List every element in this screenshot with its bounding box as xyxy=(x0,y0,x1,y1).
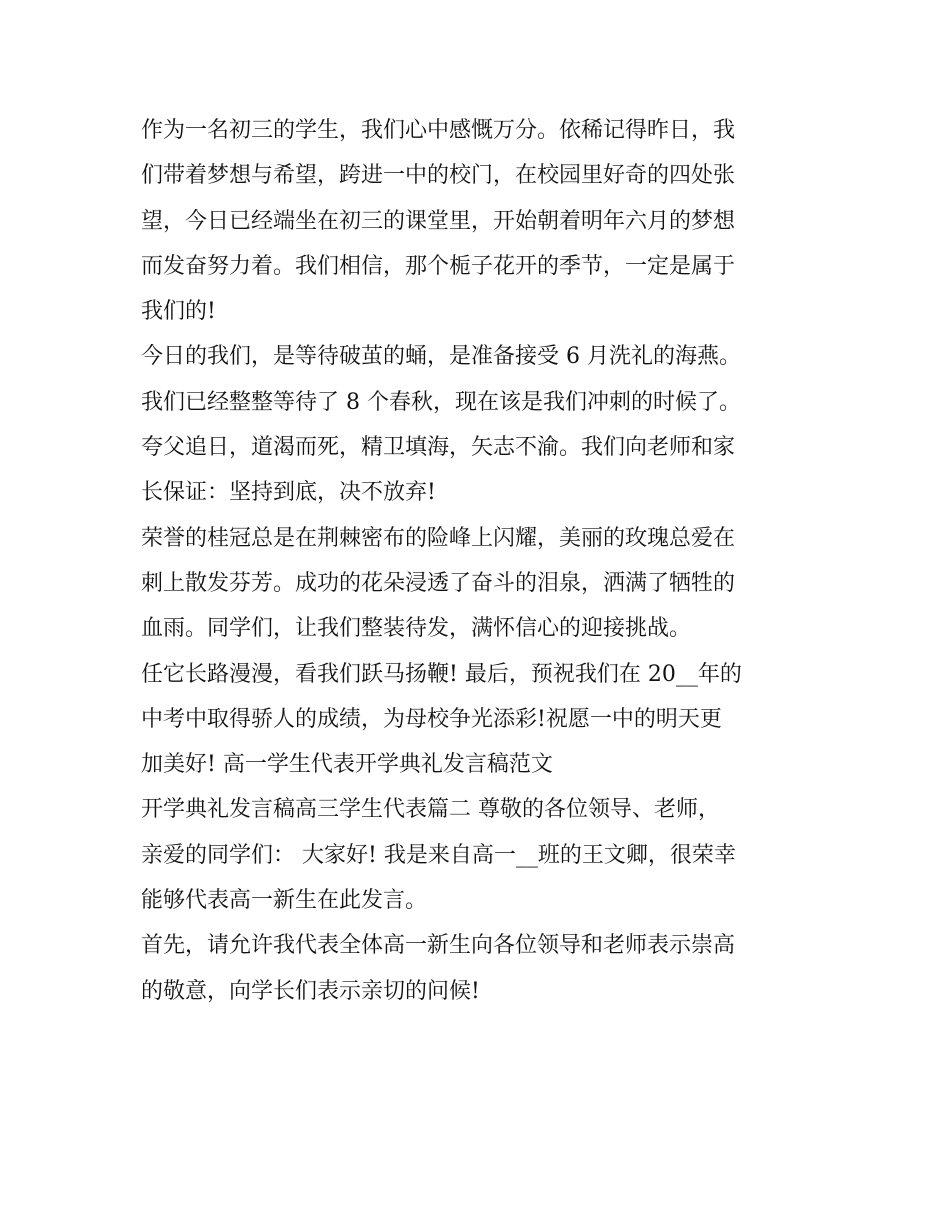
text-line: 中考中取得骄人的成绩，为母校争光添彩!祝愿一中的明天更 xyxy=(141,706,722,732)
text-line: 而发奋努力着。我们相信，那个栀子花开的季节，一定是属于 xyxy=(141,253,736,279)
text-line: 开学典礼发言稿高三学生代表篇二 尊敬的各位领导、老师， xyxy=(141,797,720,823)
text-line: 亲爱的同学们： 大家好! 我是来自高一__班的王文卿，很荣幸 xyxy=(141,842,736,868)
text-line: 荣誉的桂冠总是在荆棘密布的险峰上闪耀，美丽的玫瑰总爱在 xyxy=(141,525,736,551)
text-line: 首先，请允许我代表全体高一新生向各位领导和老师表示崇高 xyxy=(141,933,736,959)
text-line: 夸父追日，道渴而死，精卫填海，矢志不渝。我们向老师和家 xyxy=(141,435,736,461)
text-line: 今日的我们，是等待破茧的蛹，是准备接受 6 月洗礼的海燕。 xyxy=(141,344,741,370)
text-line: 长保证：坚持到底，决不放弃! xyxy=(141,480,436,506)
text-line: 望，今日已经端坐在初三的课堂里，开始朝着明年六月的梦想 xyxy=(141,208,736,234)
text-line: 的敬意，向学长们表示亲切的问候! xyxy=(141,978,480,1004)
text-line: 能够代表高一新生在此发言。 xyxy=(141,888,428,914)
text-line: 们带着梦想与希望，跨进一中的校门，在校园里好奇的四处张 xyxy=(141,163,736,189)
text-line: 加美好! 高一学生代表开学典礼发言稿范文 xyxy=(141,752,553,778)
text-line: 任它长路漫漫，看我们跃马扬鞭! 最后，预祝我们在 20__年的 xyxy=(141,661,742,687)
text-line: 作为一名初三的学生，我们心中感慨万分。依稀记得昨日，我 xyxy=(141,118,736,143)
text-line: 我们的! xyxy=(141,299,216,325)
text-line: 我们已经整整等待了 8 个春秋，现在该是我们冲刺的时候了。 xyxy=(141,389,741,415)
text-line: 刺上散发芬芳。成功的花朵浸透了奋斗的泪泉，洒满了牺牲的 xyxy=(141,570,736,596)
text-line: 血雨。同学们，让我们整装待发，满怀信心的迎接挑战。 xyxy=(141,616,692,642)
document-body xyxy=(141,108,821,1014)
